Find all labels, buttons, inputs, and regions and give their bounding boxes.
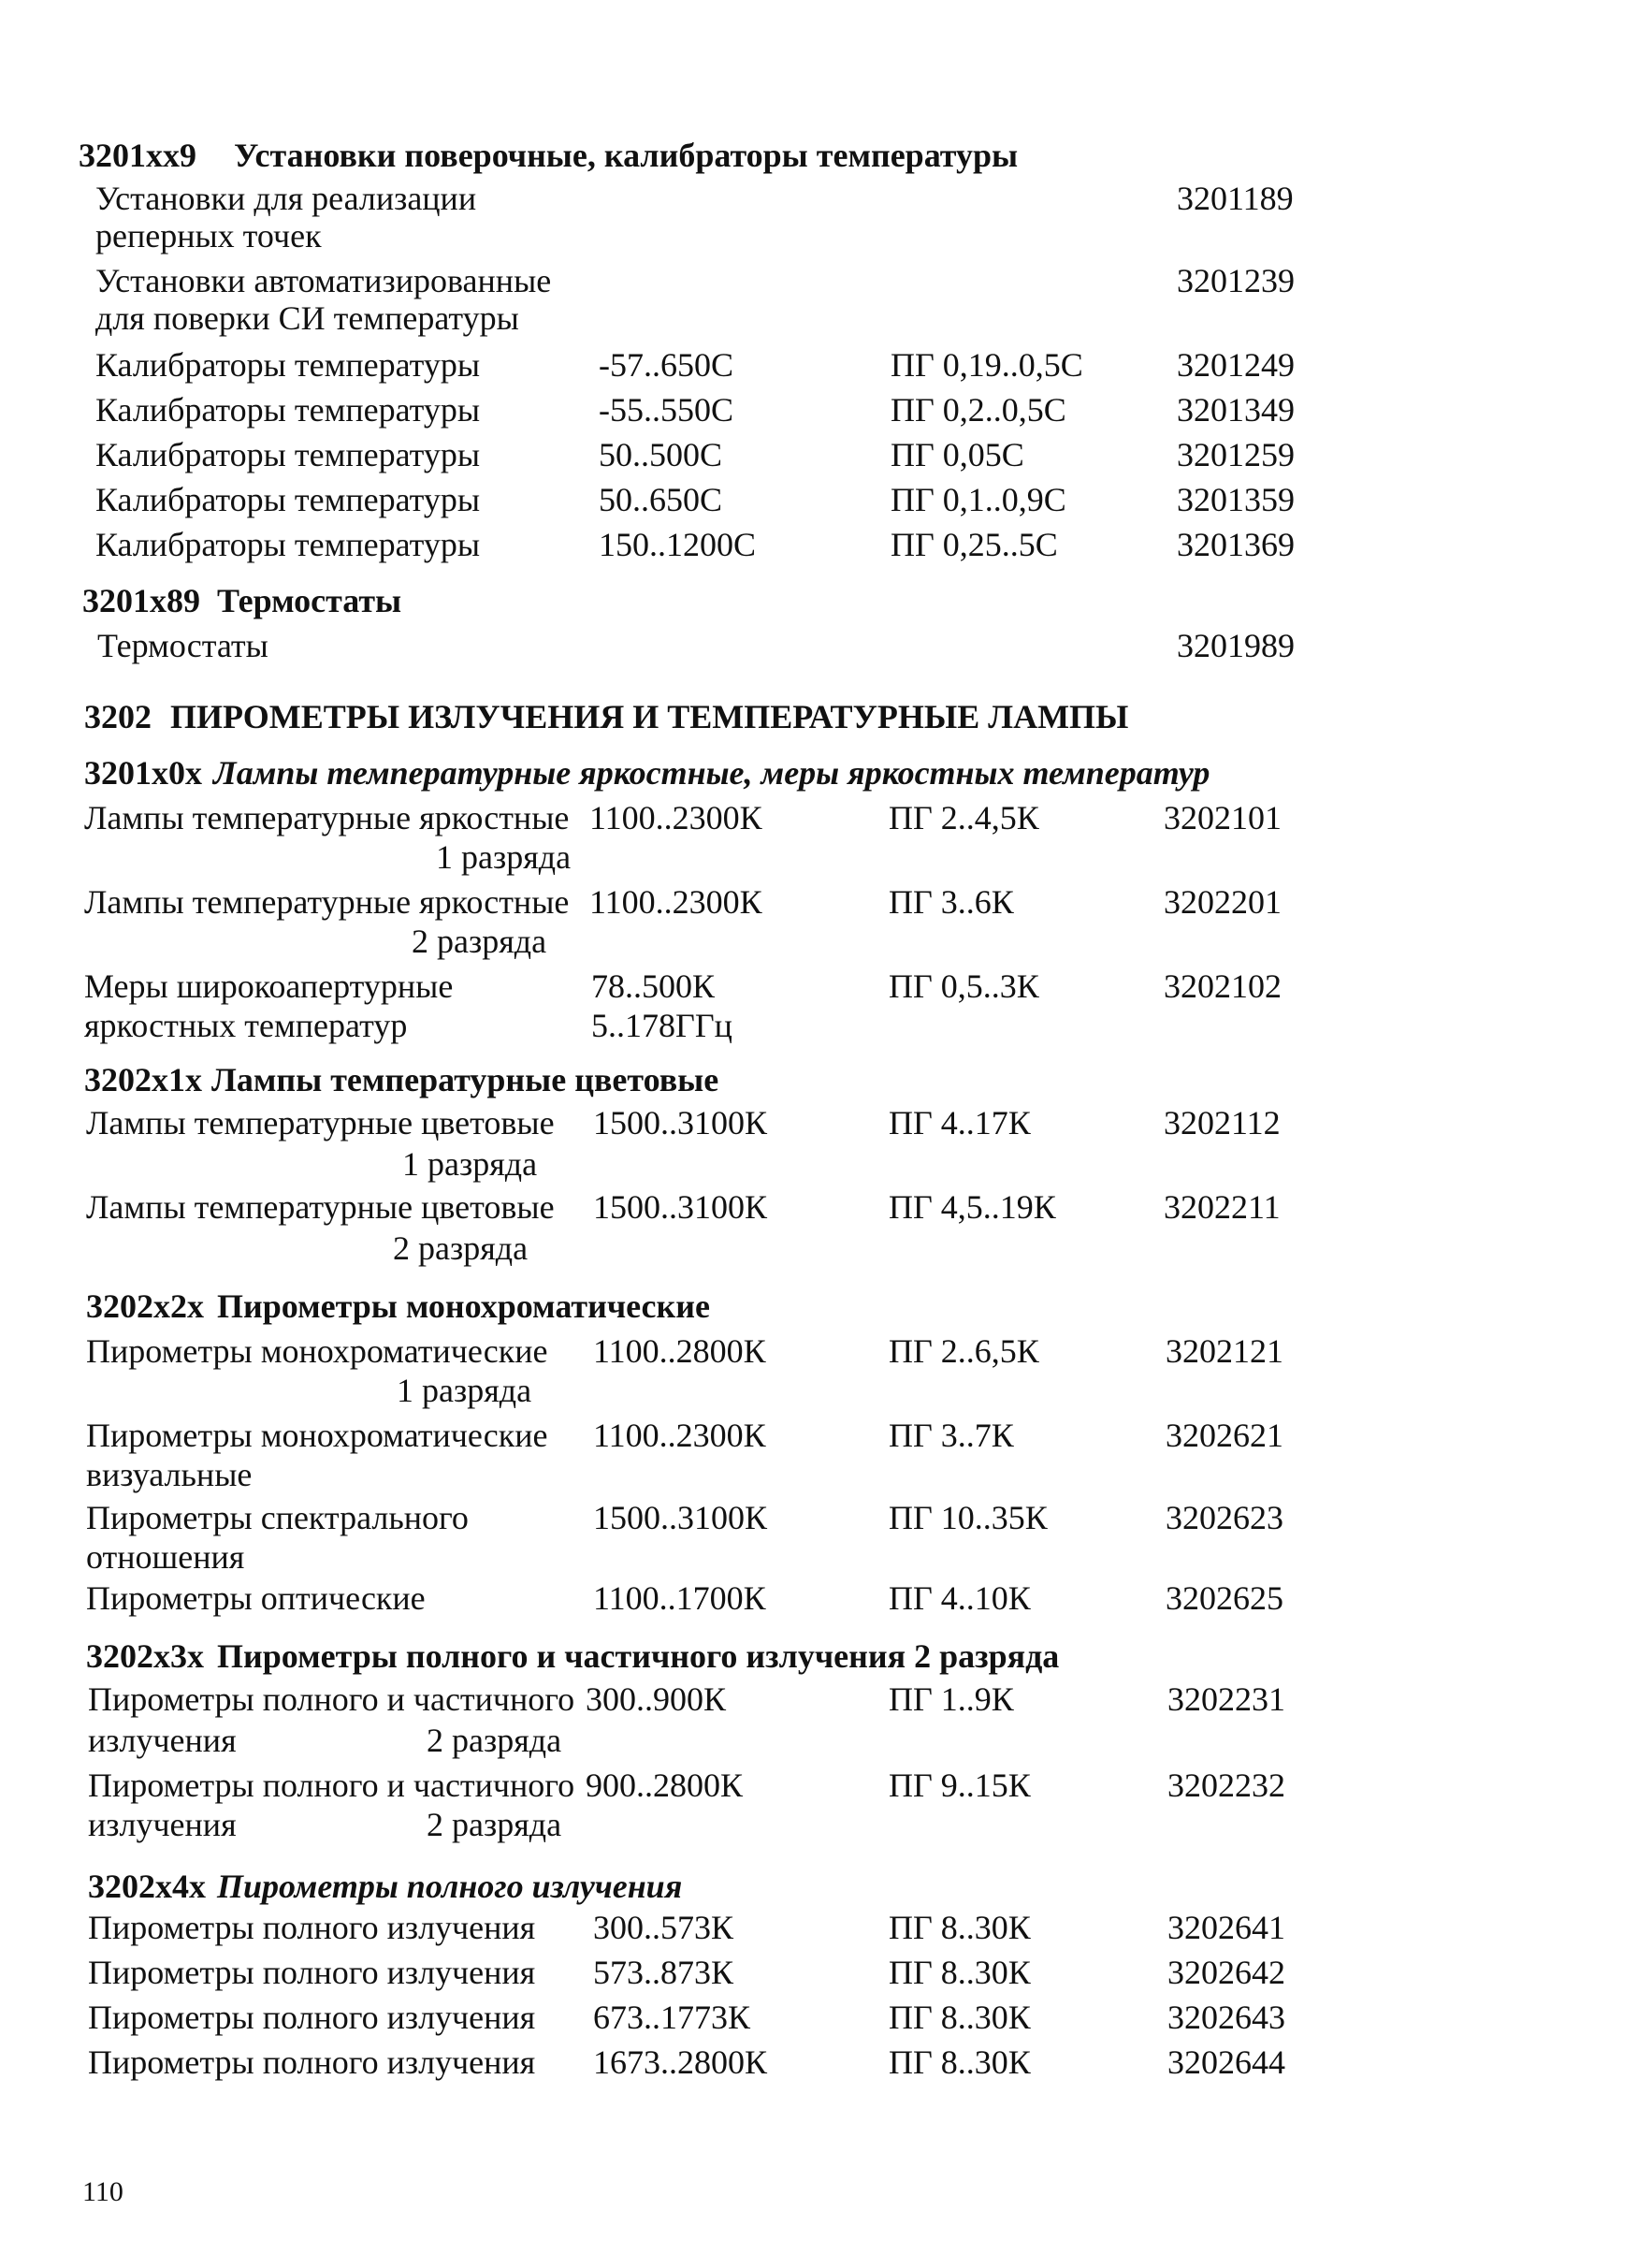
row-error: ПГ 4..10К [889,1579,1031,1617]
row-rank: 1 разряда [397,1372,532,1409]
row-name: Термостаты [97,627,268,664]
row-range: 1673..2800К [593,2043,768,2081]
row-name: Лампы температурные цветовые [86,1188,555,1226]
row-name: Калибраторы температуры [95,391,481,429]
section-code: 3202х2х [86,1287,204,1325]
row-name: Установки для реализации [95,180,477,217]
row-code: 3202211 [1164,1188,1281,1226]
row-rank: 2 разряда [427,1806,562,1843]
row-range: 900..2800К [586,1767,744,1804]
row-range: 1100..2800К [593,1332,766,1370]
row-name: Пирометры оптические [86,1579,426,1617]
row-name: Пирометры полного и частичного [88,1767,575,1804]
section-code: 3202х3х [86,1637,204,1675]
section-title: Лампы температурные цветовые [211,1061,719,1098]
row-name: Установки автоматизированные [95,262,552,299]
row-name: Пирометры полного излучения [88,2043,536,2081]
section-code: 3202 [84,698,152,735]
row-code: 3202232 [1167,1767,1285,1804]
row-rank: 1 разряда [402,1145,538,1183]
row-error: ПГ 2..4,5К [889,799,1039,836]
row-code: 3202643 [1167,1999,1285,2036]
section-code: 3201х89 [82,582,200,619]
row-range: 150..1200С [599,526,757,563]
row-code: 3202121 [1166,1332,1283,1370]
row-error: ПГ 4..17К [889,1104,1031,1142]
section-title: Термостаты [217,582,402,619]
row-error: ПГ 9..15К [889,1767,1031,1804]
row-code: 3201189 [1177,180,1294,217]
row-name: Лампы температурные яркостные [84,799,570,836]
row-name: Калибраторы температуры [95,346,481,384]
row-name: Пирометры полного излучения [88,1954,536,1991]
row-name: Лампы температурные яркостные [84,883,570,921]
row-name: Пирометры полного и частичного [88,1680,575,1718]
row-code: 3202642 [1167,1954,1285,1991]
row-name: Калибраторы температуры [95,481,481,518]
row-code: 3202641 [1167,1909,1285,1946]
row-rank: 2 разряда [427,1722,562,1759]
section-title: Пирометры полного и частичного излучения 2 разряда [217,1637,1060,1675]
row-code: 3202101 [1164,799,1282,836]
row-code: 3201369 [1177,526,1295,563]
row-name: Меры широкоапертурные [84,967,454,1005]
row-name: Калибраторы температуры [95,526,481,563]
row-code: 3201349 [1177,391,1295,429]
row-error: ПГ 10..35К [889,1499,1048,1536]
row-range: 300..573К [593,1909,734,1946]
row-code: 3201239 [1177,262,1295,299]
row-name: визуальные [86,1456,253,1493]
row-name: Пирометры монохроматические [86,1332,548,1370]
row-error: ПГ 0,2..0,5С [891,391,1066,429]
section-code: 3201хх9 [79,137,196,174]
row-error: ПГ 0,1..0,9С [891,481,1066,518]
row-code: 3201259 [1177,436,1295,473]
row-name: излучения [88,1722,237,1759]
section-title: ПИРОМЕТРЫ ИЗЛУЧЕНИЯ И ТЕМПЕРАТУРНЫЕ ЛАМПЫ [170,698,1129,735]
row-rank: 2 разряда [412,923,547,960]
row-error: ПГ 3..7К [889,1417,1014,1454]
section-title: Пирометры монохроматические [217,1287,710,1325]
row-range: 1500..3100К [593,1104,768,1142]
row-name: Калибраторы температуры [95,436,481,473]
row-range: 1500..3100К [593,1188,768,1226]
row-name: Пирометры полного излучения [88,1999,536,2036]
section-title: Пирометры полного излучения [217,1868,683,1905]
row-name: яркостных температур [84,1007,408,1044]
page-number: 110 [82,2176,123,2207]
row-range: 300..900К [586,1680,727,1718]
section-title: Установки поверочные, калибраторы температуры [234,137,1019,174]
row-error: ПГ 4,5..19К [889,1188,1056,1226]
row-range: 1100..1700К [593,1579,766,1617]
row-name: для поверки СИ температуры [95,299,519,337]
section-code: 3202х4х [88,1868,206,1905]
row-range: 573..873К [593,1954,734,1991]
row-range: 78..500К [591,967,716,1005]
row-code: 3202621 [1166,1417,1283,1454]
row-range: 50..500С [599,436,723,473]
row-error: ПГ 8..30К [889,2043,1031,2081]
row-name: реперных точек [95,217,322,254]
row-code: 3202112 [1164,1104,1281,1142]
row-range: 673..1773К [593,1999,751,2036]
row-range: -55..550С [599,391,733,429]
row-name: Пирометры монохроматические [86,1417,548,1454]
row-error: ПГ 0,5..3К [889,967,1039,1005]
row-error: ПГ 2..6,5К [889,1332,1039,1370]
row-name: Пирометры спектрального [86,1499,469,1536]
row-code: 3202625 [1166,1579,1283,1617]
row-rank: 1 разряда [436,838,572,876]
row-range: 1100..2300К [593,1417,766,1454]
row-code: 3202644 [1167,2043,1285,2081]
row-range-2: 5..178ГГц [591,1007,732,1044]
row-error: ПГ 0,05С [891,436,1024,473]
row-range: 1100..2300К [589,883,762,921]
row-error: ПГ 8..30К [889,1999,1031,2036]
row-range: -57..650С [599,346,733,384]
section-title: Лампы температурные яркостные, меры яркостных температур [213,754,1210,792]
row-code: 3201249 [1177,346,1295,384]
row-error: ПГ 8..30К [889,1954,1031,1991]
row-name: излучения [88,1806,237,1843]
row-code: 3202623 [1166,1499,1283,1536]
row-code: 3201989 [1177,627,1295,664]
row-error: ПГ 1..9К [889,1680,1014,1718]
row-name: Лампы температурные цветовые [86,1104,555,1142]
row-code: 3201359 [1177,481,1295,518]
row-name: Пирометры полного излучения [88,1909,536,1946]
row-code: 3202102 [1164,967,1282,1005]
row-range: 1100..2300К [589,799,762,836]
section-code: 3202х1х [84,1061,202,1098]
row-rank: 2 разряда [393,1229,529,1267]
row-error: ПГ 0,19..0,5С [891,346,1083,384]
row-error: ПГ 8..30К [889,1909,1031,1946]
row-code: 3202201 [1164,883,1282,921]
row-error: ПГ 3..6К [889,883,1014,921]
row-error: ПГ 0,25..5С [891,526,1058,563]
section-code: 3201х0х [84,754,202,792]
row-range: 50..650С [599,481,723,518]
row-code: 3202231 [1167,1680,1285,1718]
row-name: отношения [86,1538,245,1576]
row-range: 1500..3100К [593,1499,768,1536]
